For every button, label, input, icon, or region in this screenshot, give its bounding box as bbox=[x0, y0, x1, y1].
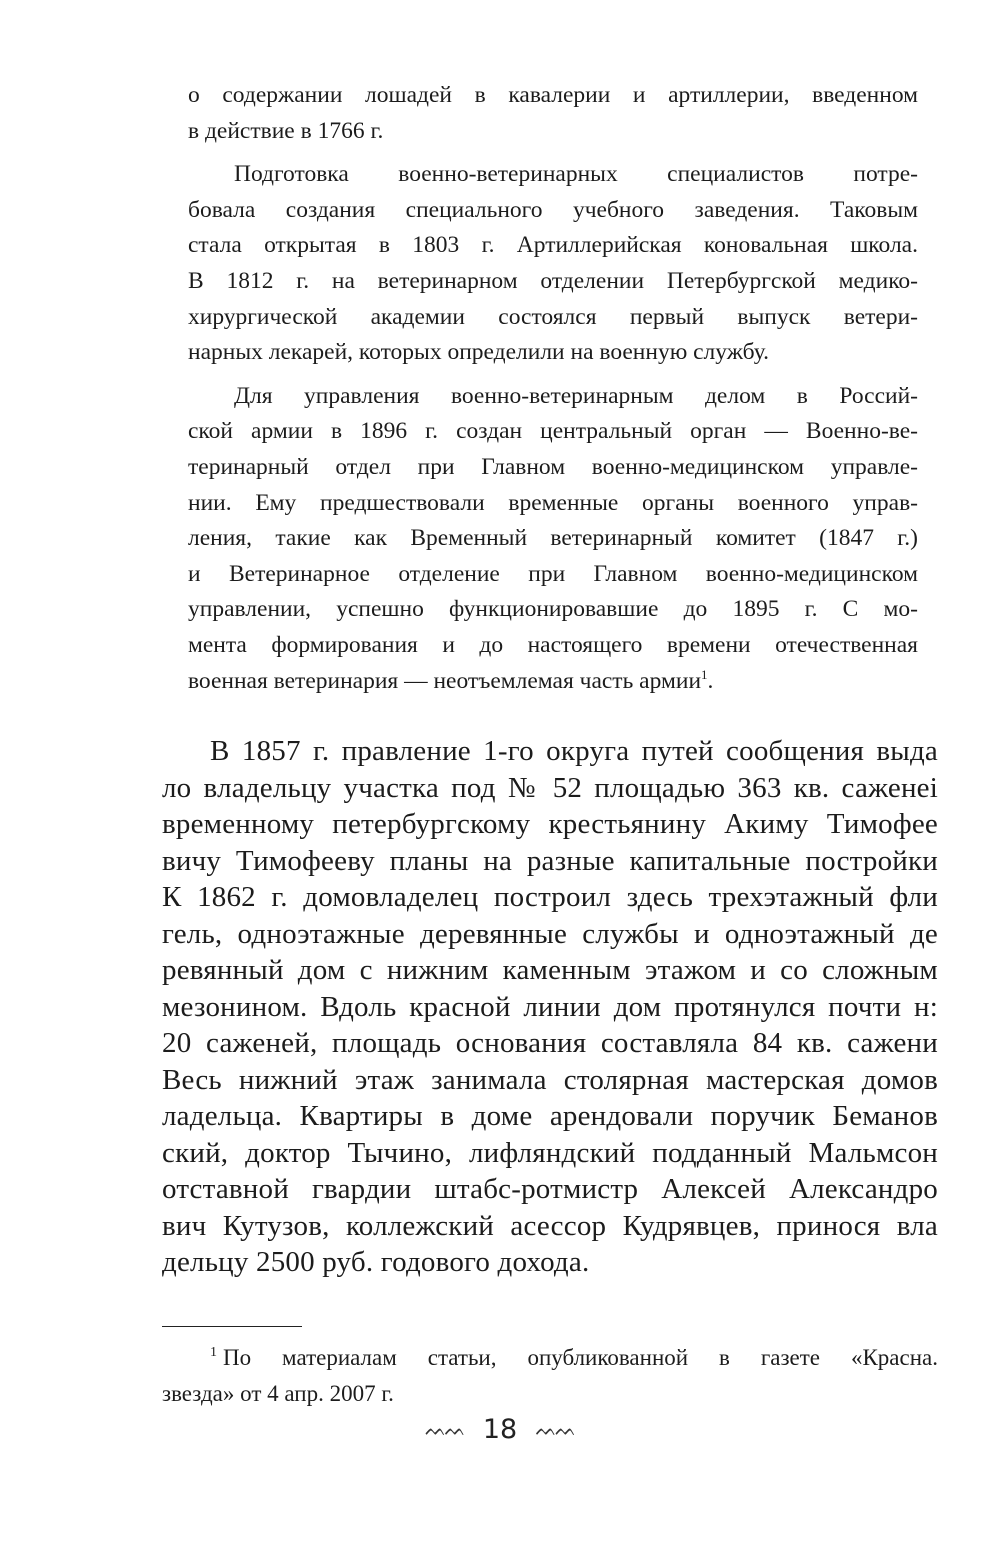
page-number: 18 bbox=[482, 1414, 518, 1445]
text-line: ло владельцу участка под № 52 площадью 363 кв. саженеi bbox=[162, 771, 938, 804]
text-line: хирургической академии состоялся первый выпуск ветери- bbox=[188, 303, 918, 330]
text-line: военная ветеринария — неотъемлемая часть армии bbox=[188, 667, 702, 694]
text-line: о содержании лошадей в кавалерии и артиллерии, введенном bbox=[188, 82, 918, 108]
text-line: дельцу 2500 руб. годового дохода. bbox=[162, 1246, 590, 1278]
text-line: стала открытая в 1803 г. Артиллерийская коновальная школа. bbox=[188, 232, 918, 259]
text-line: нарных лекарей, которых определили на военную службу. bbox=[188, 339, 769, 366]
footnote-line: звезда» от 4 апр. 2007 г. bbox=[162, 1381, 394, 1406]
text-line: В 1857 г. правление 1-го округа путей сообщения выда bbox=[210, 735, 938, 767]
footnote bbox=[162, 1340, 938, 1412]
text-line: ревянный дом с нижним каменным этажом и со сложным bbox=[162, 954, 938, 986]
footnote-reference[interactable]: 1 bbox=[701, 666, 708, 682]
text-line: теринарный отдел при Главном военно-медицинском управле- bbox=[188, 453, 918, 480]
text-line: мента формирования и до настоящего времени отечественная bbox=[188, 631, 918, 658]
ornament-right-icon: ᨓᨓ bbox=[535, 1419, 575, 1440]
text-line: В 1812 г. на ветеринарном отделении Петербургской медико- bbox=[188, 267, 918, 294]
page-footer bbox=[0, 1414, 1000, 1445]
main-paragraph bbox=[162, 733, 938, 1281]
text-line: К 1862 г. домовладелец построил здесь трехэтажный фли bbox=[162, 881, 938, 913]
end-punctuation: . bbox=[707, 667, 714, 694]
text-line: мезонином. Вдоль красной линии дом протянулся почти н: bbox=[162, 990, 938, 1023]
text-line: ладельца. Квартиры в доме арендовали поручик Беманов bbox=[162, 1100, 938, 1132]
text-line: Весь нижний этаж занимала столярная мастерская домов bbox=[162, 1063, 938, 1096]
text-line: вич Кутузов, коллежский асессор Кудрявцев, принося вла bbox=[162, 1209, 938, 1242]
text-line: управлении, успешно функционировавшие до 1895 г. С мо- bbox=[188, 596, 918, 623]
text-line: отставной гвардии штабс-ротмистр Алексей Александро bbox=[162, 1173, 938, 1205]
ornament-left-icon: ᨓᨓ bbox=[425, 1419, 465, 1440]
text-line: бовала создания специального учебного заведения. Таковым bbox=[188, 196, 918, 223]
text-line: Для управления военно-ветеринарным делом в Россий- bbox=[234, 382, 918, 409]
text-line: нии. Ему предшествовали временные органы военного управ- bbox=[188, 489, 918, 516]
text-line: вичу Тимофееву планы на разные капитальные постройки bbox=[162, 844, 938, 877]
text-line: гель, одноэтажные деревянные службы и одноэтажный де bbox=[162, 917, 938, 950]
text-line: 20 саженей, площадь основания составляла 84 кв. сажени bbox=[162, 1027, 938, 1059]
footnote-divider bbox=[162, 1326, 302, 1327]
footnote-line bbox=[162, 1340, 938, 1376]
text-line: ской армии в 1896 г. создан центральный орган — Военно-ве- bbox=[188, 418, 918, 445]
inset-quote bbox=[188, 78, 918, 699]
text-line: в действие в 1766 г. bbox=[188, 117, 384, 144]
text-line: Подготовка военно-ветеринарных специалистов потре- bbox=[234, 161, 918, 188]
text-line: временному петербургскому крестьянину Акиму Тимофее bbox=[162, 808, 938, 840]
text-line: и Ветеринарное отделение при Главном военно-медицинском bbox=[188, 560, 918, 587]
text-line: ский, доктор Тычино, лифляндский подданный Мальмсон bbox=[162, 1136, 938, 1169]
footnote-number: 1 bbox=[210, 1345, 217, 1360]
text-line-with-footnote bbox=[188, 664, 918, 700]
footnote-text: По материалам статьи, опубликованной в газете «Красна. bbox=[223, 1345, 938, 1370]
text-line: ления, такие как Временный ветеринарный комитет (1847 г.) bbox=[188, 525, 918, 552]
